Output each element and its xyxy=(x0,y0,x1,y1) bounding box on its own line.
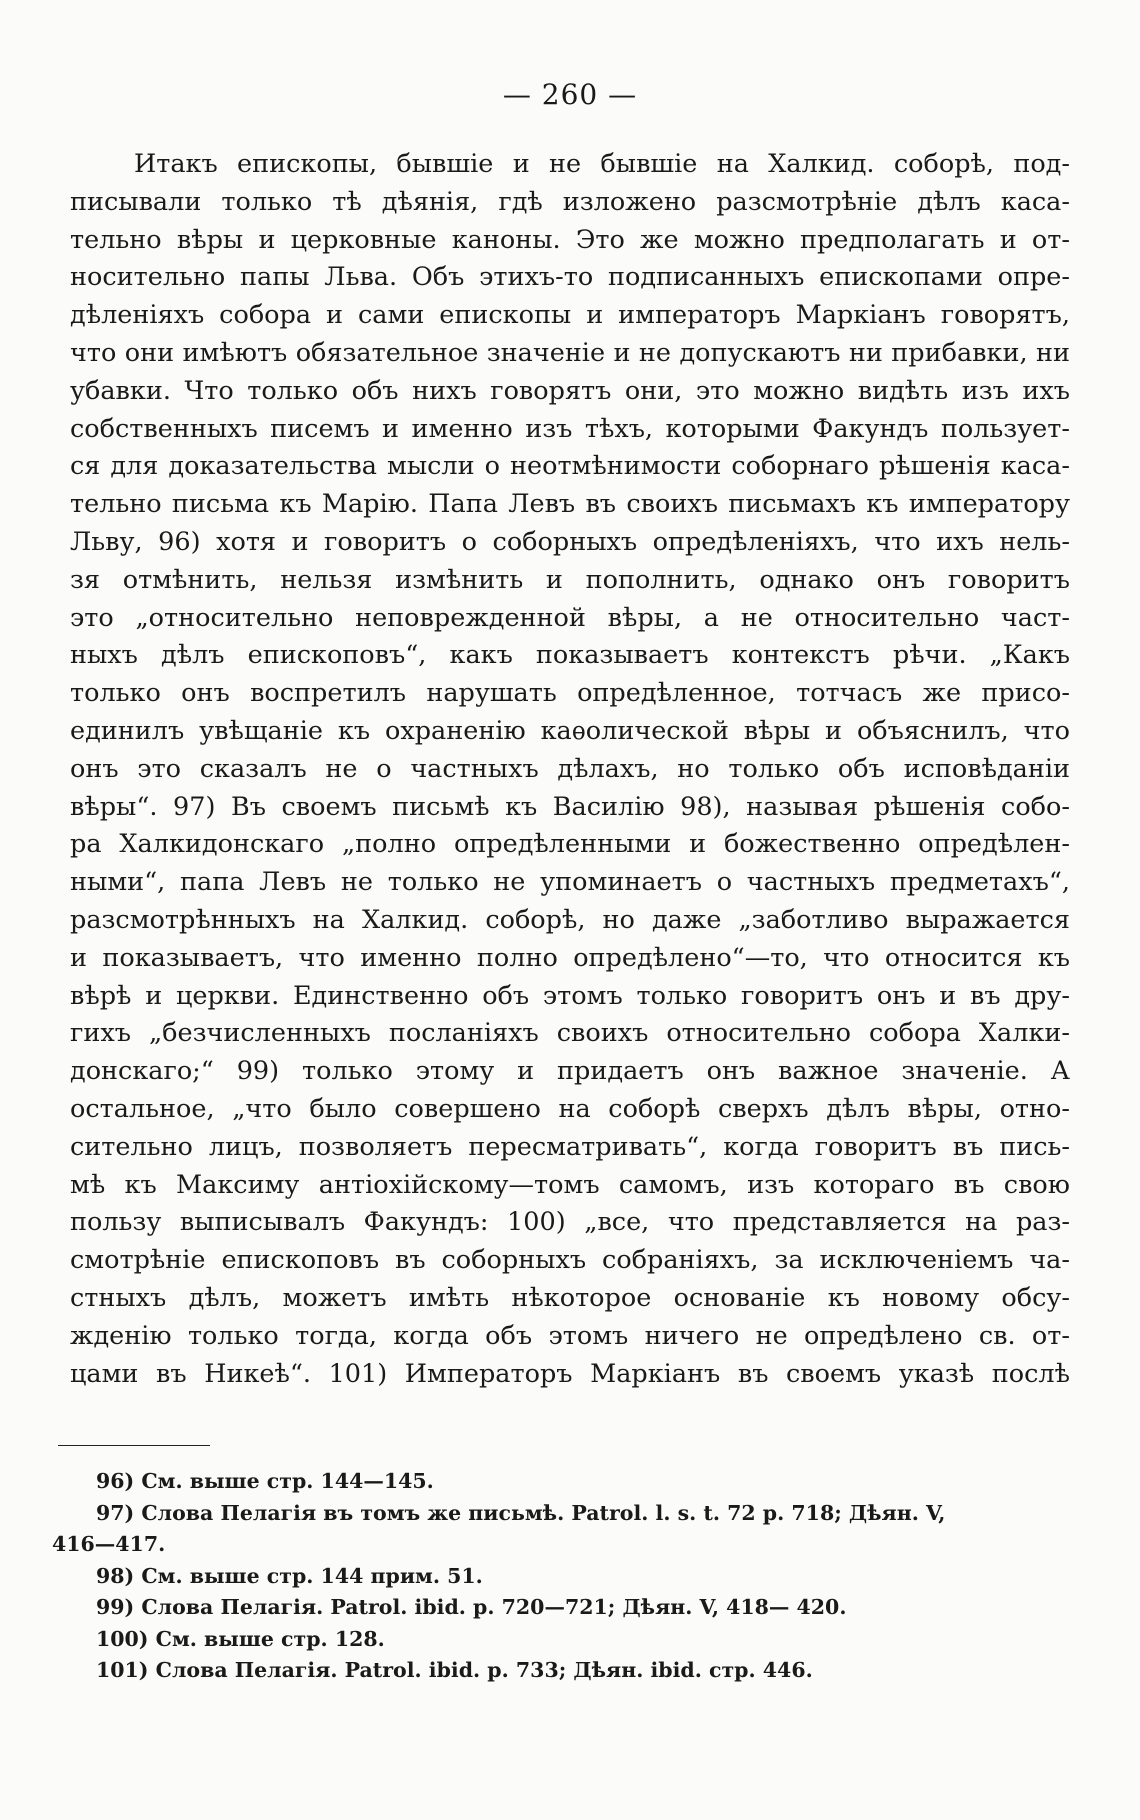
text-line: цами въ Никеѣ“. 101) Императоръ Маркіанъ въ своемъ указѣ послѣ xyxy=(70,1358,1070,1389)
text-line: собственныхъ писемъ и именно изъ тѣхъ, которыми Факундъ пользует- xyxy=(70,413,1070,444)
text-line: тельно письма къ Марію. Папа Левъ въ своихъ письмахъ къ императору xyxy=(70,489,1070,520)
text-line: зя отмѣнить, нельзя измѣнить и пополнить, однако онъ говоритъ xyxy=(70,564,1070,595)
page-number: — 260 — xyxy=(502,78,638,111)
text-line: убавки. Что только объ нихъ говорятъ они, это можно видѣть изъ ихъ xyxy=(70,375,1070,406)
text-line: остальное, „что было совершено на соборѣ сверхъ дѣлъ вѣры, отно- xyxy=(70,1093,1070,1124)
text-line: сительно лицъ, позволяетъ пересматривать“, когда говоритъ въ пись- xyxy=(70,1131,1070,1162)
text-line: вѣрѣ и церкви. Единственно объ этомъ только говоритъ онъ и въ дру- xyxy=(70,980,1070,1011)
footnote: 97) Слова Пелагія въ томъ же письмѣ. Patrol. l. s. t. 72 p. 718; Дѣян. V, xyxy=(96,1500,946,1525)
text-line: что они имѣютъ обязательное значеніе и не допускаютъ ни прибавки, ни xyxy=(70,337,1070,368)
text-line: Льву, 96) хотя и говоритъ о соборныхъ опредѣленіяхъ, что ихъ нель- xyxy=(70,526,1070,557)
text-line: Итакъ епископы, бывшіе и не бывшіе на Халкид. соборѣ, под- xyxy=(134,149,1070,179)
text-line: тельно вѣры и церковные каноны. Это же можно предполагать и от- xyxy=(70,224,1070,255)
footnote: 96) См. выше стр. 144—145. xyxy=(96,1469,434,1493)
body-text xyxy=(70,146,1070,1393)
text-line: мѣ къ Максиму антіохійскому—томъ самомъ, изъ котораго въ свою xyxy=(70,1169,1070,1200)
text-line: только онъ воспретилъ нарушать опредѣленное, тотчасъ же присо- xyxy=(70,678,1070,709)
text-line: писывали только тѣ дѣянія, гдѣ изложено разсмотрѣніе дѣлъ каса- xyxy=(70,186,1070,217)
footnote-divider xyxy=(58,1445,210,1446)
text-line: ся для доказательства мысли о неотмѣнимости соборнаго рѣшенія каса- xyxy=(70,451,1070,482)
text-line: онъ это сказалъ не о частныхъ дѣлахъ, но только объ исповѣданіи xyxy=(70,753,1070,784)
footnote: 101) Слова Пелагія. Patrol. ibid. p. 733; Дѣян. ibid. стр. 446. xyxy=(96,1658,813,1682)
text-line: единилъ увѣщаніе къ охраненію каѳолической вѣры и объяснилъ, что xyxy=(70,715,1070,746)
text-line: смотрѣніе епископовъ въ соборныхъ собраніяхъ, за исключеніемъ ча- xyxy=(70,1245,1070,1276)
text-line: разсмотрѣнныхъ на Халкид. соборѣ, но даже „заботливо выражается xyxy=(70,904,1070,935)
text-line: донскаго;“ 99) только этому и придаетъ онъ важное значеніе. А xyxy=(70,1056,1070,1087)
text-line: дѣленіяхъ собора и сами епископы и императоръ Маркіанъ говорятъ, xyxy=(70,300,1070,331)
text-line: это „относительно неповрежденной вѣры, а не относительно част- xyxy=(70,602,1070,633)
footnotes xyxy=(52,1466,1072,1687)
text-line: ныхъ дѣлъ епископовъ“, какъ показываетъ контекстъ рѣчи. „Какъ xyxy=(70,640,1070,671)
text-line: и показываетъ, что именно полно опредѣлено“—то, что относится къ xyxy=(70,942,1070,973)
text-line: ра Халкидонскаго „полно опредѣленными и божественно опредѣлен- xyxy=(70,829,1070,860)
text-line: жденію только тогда, когда объ этомъ ничего не опредѣлено св. от- xyxy=(70,1320,1070,1351)
text-line: носительно папы Льва. Объ этихъ-то подписанныхъ епископами опре- xyxy=(70,262,1070,293)
text-line: вѣры“. 97) Въ своемъ письмѣ къ Василію 98), называя рѣшенія собо- xyxy=(70,791,1070,822)
text-line: гихъ „безчисленныхъ посланіяхъ своихъ относительно собора Халки- xyxy=(70,1018,1070,1049)
footnote: 99) Слова Пелагія. Patrol. ibid. p. 720—721; Дѣян. V, 418— 420. xyxy=(96,1595,847,1619)
footnote: 100) См. выше стр. 128. xyxy=(96,1626,385,1651)
footnote-continuation: 416—417. xyxy=(52,1532,166,1556)
text-line: стныхъ дѣлъ, можетъ имѣть нѣкоторое основаніе къ новому обсу- xyxy=(70,1282,1070,1313)
footnote: 98) См. выше стр. 144 прим. 51. xyxy=(96,1563,483,1588)
text-line: ными“, папа Левъ не только не упоминаетъ о частныхъ предметахъ“, xyxy=(70,867,1070,898)
text-line: пользу выписывалъ Факундъ: 100) „все, что представляется на раз- xyxy=(70,1207,1070,1238)
